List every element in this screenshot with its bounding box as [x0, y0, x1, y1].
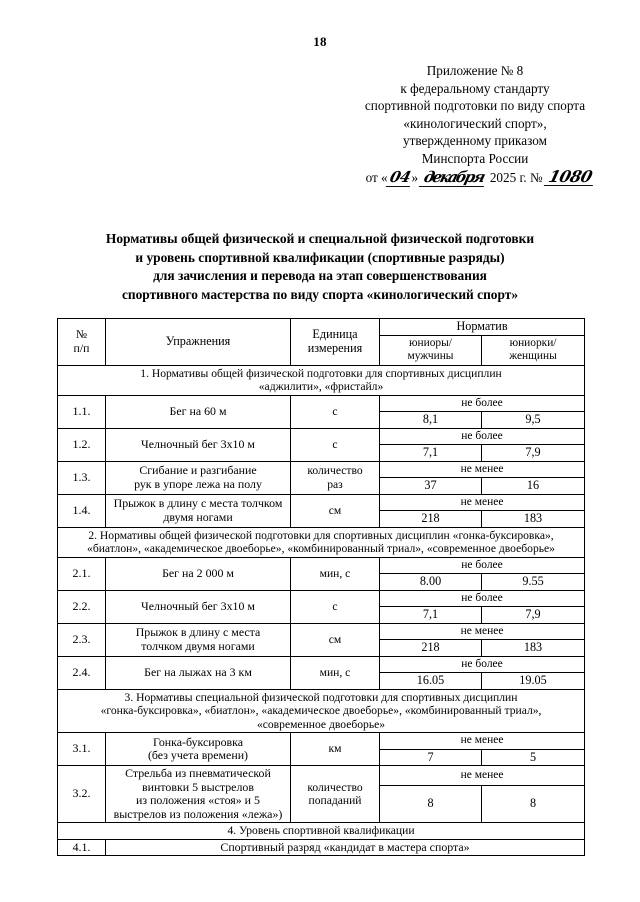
title-line-3: для зачисления и перевода на этап совершенствования	[153, 268, 487, 283]
unit-line: с	[332, 404, 338, 418]
row-limit: не более	[380, 428, 585, 445]
exercise-line: (без учета времени)	[147, 748, 249, 762]
header-number-line-1: №	[75, 327, 88, 342]
table-row	[58, 766, 585, 786]
row-unit	[291, 623, 380, 656]
row-value-men: 7,1	[380, 607, 482, 624]
row-limit: не более	[380, 590, 585, 607]
unit-line: с	[332, 437, 338, 451]
exercise-line: толчком двумя ногами	[141, 638, 255, 653]
title-line-4: спортивного мастерства по виду спорта «кинологический спорт»	[121, 286, 519, 302]
appendix-line-6: Минспорта России	[421, 150, 529, 166]
section-1-heading-line-2: «аджилити», «фристайл»	[258, 380, 384, 393]
row-value-women: 19.05	[482, 673, 585, 690]
table-row	[58, 590, 585, 607]
order-date-line	[330, 168, 630, 187]
row-unit	[291, 656, 380, 689]
section-4-heading: 4. Уровень спортивной квалификации	[58, 823, 585, 840]
header-women-line-2: женщины	[509, 350, 557, 362]
row-unit	[291, 461, 380, 494]
row-value-men: 218	[380, 511, 482, 528]
row-value-women: 7,9	[482, 445, 585, 462]
row-limit: не более	[380, 656, 585, 673]
order-prefix: от «	[365, 170, 388, 185]
row-unit	[291, 395, 380, 428]
header-cell-norm: Норматив	[380, 319, 585, 336]
row-exercise	[106, 557, 291, 590]
row-value-women: 9.55	[482, 574, 585, 591]
row-limit: не менее	[380, 623, 585, 640]
page-number: 18	[313, 34, 327, 49]
unit-line: см	[328, 503, 342, 517]
exercise-line: Бег на лыжах на 3 км	[144, 664, 252, 679]
appendix-line-1: Приложение № 8	[426, 63, 524, 78]
exercise-line: Прыжок в длину с места толчком	[113, 496, 283, 510]
row-number: 1.2.	[58, 428, 106, 461]
table-row	[58, 656, 585, 673]
exercise-line: Бег на 2 000 м	[162, 565, 234, 580]
row-number: 1.3.	[58, 461, 106, 494]
row-exercise	[106, 733, 291, 766]
row-number: 2.1.	[58, 557, 106, 590]
exercise-line: Стрельба из пневматической	[125, 766, 271, 780]
table-row	[58, 494, 585, 511]
exercise-line: Гонка-буксировка	[152, 734, 243, 749]
row-limit: не более	[380, 557, 585, 574]
row-value-men: 7	[380, 749, 482, 766]
section-2-heading	[58, 527, 585, 557]
row-unit	[291, 557, 380, 590]
row-value-women: 183	[482, 511, 585, 528]
row-unit	[291, 766, 380, 823]
row-unit	[291, 494, 380, 527]
row-limit: не менее	[380, 733, 585, 750]
norms-table	[57, 318, 585, 856]
appendix-line-3: спортивной подготовки по виду спорта	[364, 98, 586, 113]
row-number: 3.2.	[58, 766, 106, 823]
exercise-line: из положения «стоя» и 5	[136, 793, 260, 807]
row-number: 2.4.	[58, 656, 106, 689]
header-men-line-2: мужчины	[407, 350, 454, 362]
row-value-men: 37	[380, 478, 482, 495]
order-quote-close: »	[411, 170, 419, 185]
handwritten-order-number: 1080	[544, 168, 597, 186]
row-exercise	[106, 428, 291, 461]
table-row	[58, 461, 585, 478]
row-exercise	[106, 656, 291, 689]
title-line-2: и уровень спортивной квалификации (спортивные разряды)	[135, 249, 505, 265]
row-limit: не менее	[380, 766, 585, 786]
unit-line: мин, с	[319, 566, 351, 580]
section-heading-row	[58, 527, 585, 557]
row-limit: не менее	[380, 461, 585, 478]
exercise-line: двумя ногами	[163, 509, 233, 524]
exercise-line: Челночный бег 3х10 м	[141, 598, 255, 613]
exercise-line: Бег на 60 м	[169, 403, 227, 418]
row-value-women: 8	[482, 786, 585, 823]
header-women-line-1: юниорки/	[509, 336, 557, 349]
table-row	[58, 839, 585, 856]
appendix-line-4: «кинологический спорт»,	[403, 115, 547, 131]
row-limit: не менее	[380, 494, 585, 511]
row-value-men: 218	[380, 640, 482, 657]
row-limit: не более	[380, 395, 585, 412]
exercise-line: выстрелов из положения «лежа»)	[113, 806, 283, 821]
table-row	[58, 395, 585, 412]
row-value-men: 7,1	[380, 445, 482, 462]
row-value-men: 8,1	[380, 412, 482, 429]
header-unit-line-2: измерения	[307, 340, 363, 355]
row-unit	[291, 428, 380, 461]
table-row	[58, 557, 585, 574]
row-exercise	[106, 461, 291, 494]
handwritten-day: 04	[385, 169, 413, 187]
unit-line: количество	[307, 464, 363, 477]
row-value-women: 16	[482, 478, 585, 495]
row-rank-text: Спортивный разряд «кандидат в мастера спорта»	[106, 839, 585, 856]
row-value-women: 183	[482, 640, 585, 657]
row-exercise	[106, 395, 291, 428]
row-number: 3.1.	[58, 733, 106, 766]
row-value-men: 8	[380, 786, 482, 823]
row-value-women: 5	[482, 749, 585, 766]
header-cell-women	[482, 335, 585, 365]
row-number: 4.1.	[58, 839, 106, 856]
row-value-men: 8.00	[380, 574, 482, 591]
header-number-line-2: п/п	[73, 340, 90, 355]
header-cell-men	[380, 335, 482, 365]
table-body	[58, 365, 585, 856]
unit-line: попаданий	[308, 794, 362, 807]
page-title	[20, 230, 620, 304]
table-row	[58, 733, 585, 750]
row-unit	[291, 590, 380, 623]
exercise-line: винтовки 5 выстрелов	[142, 779, 254, 794]
row-value-women: 7,9	[482, 607, 585, 624]
row-exercise	[106, 590, 291, 623]
row-value-men: 16.05	[380, 673, 482, 690]
table-row	[58, 623, 585, 640]
section-3-heading-line-1: 3. Нормативы специальной физической подготовки для спортивных дисциплин	[124, 690, 518, 704]
row-value-women: 9,5	[482, 412, 585, 429]
table-header	[58, 319, 585, 366]
section-1-heading-line-1: 1. Нормативы общей физической подготовки для спортивных дисциплин	[140, 366, 502, 380]
unit-line: км	[328, 742, 342, 756]
row-number: 2.2.	[58, 590, 106, 623]
exercise-line: рук в упоре лежа на полу	[134, 476, 262, 491]
section-heading-row	[58, 365, 585, 395]
row-exercise	[106, 766, 291, 823]
header-cell-exercise: Упражнения	[106, 319, 291, 366]
exercise-line: Челночный бег 3х10 м	[141, 436, 255, 451]
section-heading-row	[58, 689, 585, 733]
appendix-line-5: утвержденному приказом	[403, 133, 547, 148]
table-header-row-1	[58, 319, 585, 336]
unit-line: см	[328, 632, 342, 646]
header-unit-line-1: Единица	[312, 327, 358, 342]
title-line-1: Нормативы общей физической и специальной физической подготовки	[105, 231, 535, 246]
section-heading-row	[58, 823, 585, 840]
section-3-heading-line-2: «гонка-буксировка», «биатлон», «академическое двоеборье», «комбинированный триал»,	[100, 704, 542, 717]
row-exercise	[106, 494, 291, 527]
row-unit	[291, 733, 380, 766]
handwritten-month: декабря	[419, 169, 489, 187]
section-2-heading-line-1: 2. Нормативы общей физической подготовки для спортивных дисциплин «гонка-буксировка»,	[88, 528, 554, 542]
appendix-header	[330, 62, 620, 167]
header-cell-unit	[291, 319, 380, 366]
header-men-line-1: юниоры/	[409, 336, 452, 349]
row-number: 1.1.	[58, 395, 106, 428]
row-number: 2.3.	[58, 623, 106, 656]
section-3-heading	[58, 689, 585, 733]
unit-line: с	[332, 599, 338, 613]
table-row	[58, 428, 585, 445]
appendix-line-2: к федеральному стандарту	[400, 80, 550, 96]
unit-line: мин, с	[319, 665, 351, 679]
order-year-suffix: 2025 г. №	[489, 170, 543, 185]
header-cell-number	[58, 319, 106, 366]
exercise-line: Сгибание и разгибание	[139, 463, 257, 477]
unit-line: раз	[327, 477, 343, 491]
exercise-line: Прыжок в длину с места	[135, 625, 261, 639]
row-number: 1.4.	[58, 494, 106, 527]
row-exercise	[106, 623, 291, 656]
section-3-heading-line-3: «современное двоеборье»	[256, 717, 386, 731]
section-1-heading	[58, 365, 585, 395]
section-2-heading-line-2: «биатлон», «академическое двоеборье», «комбинированный триал», «современное двоеборье»	[87, 542, 555, 555]
unit-line: количество	[307, 780, 363, 794]
